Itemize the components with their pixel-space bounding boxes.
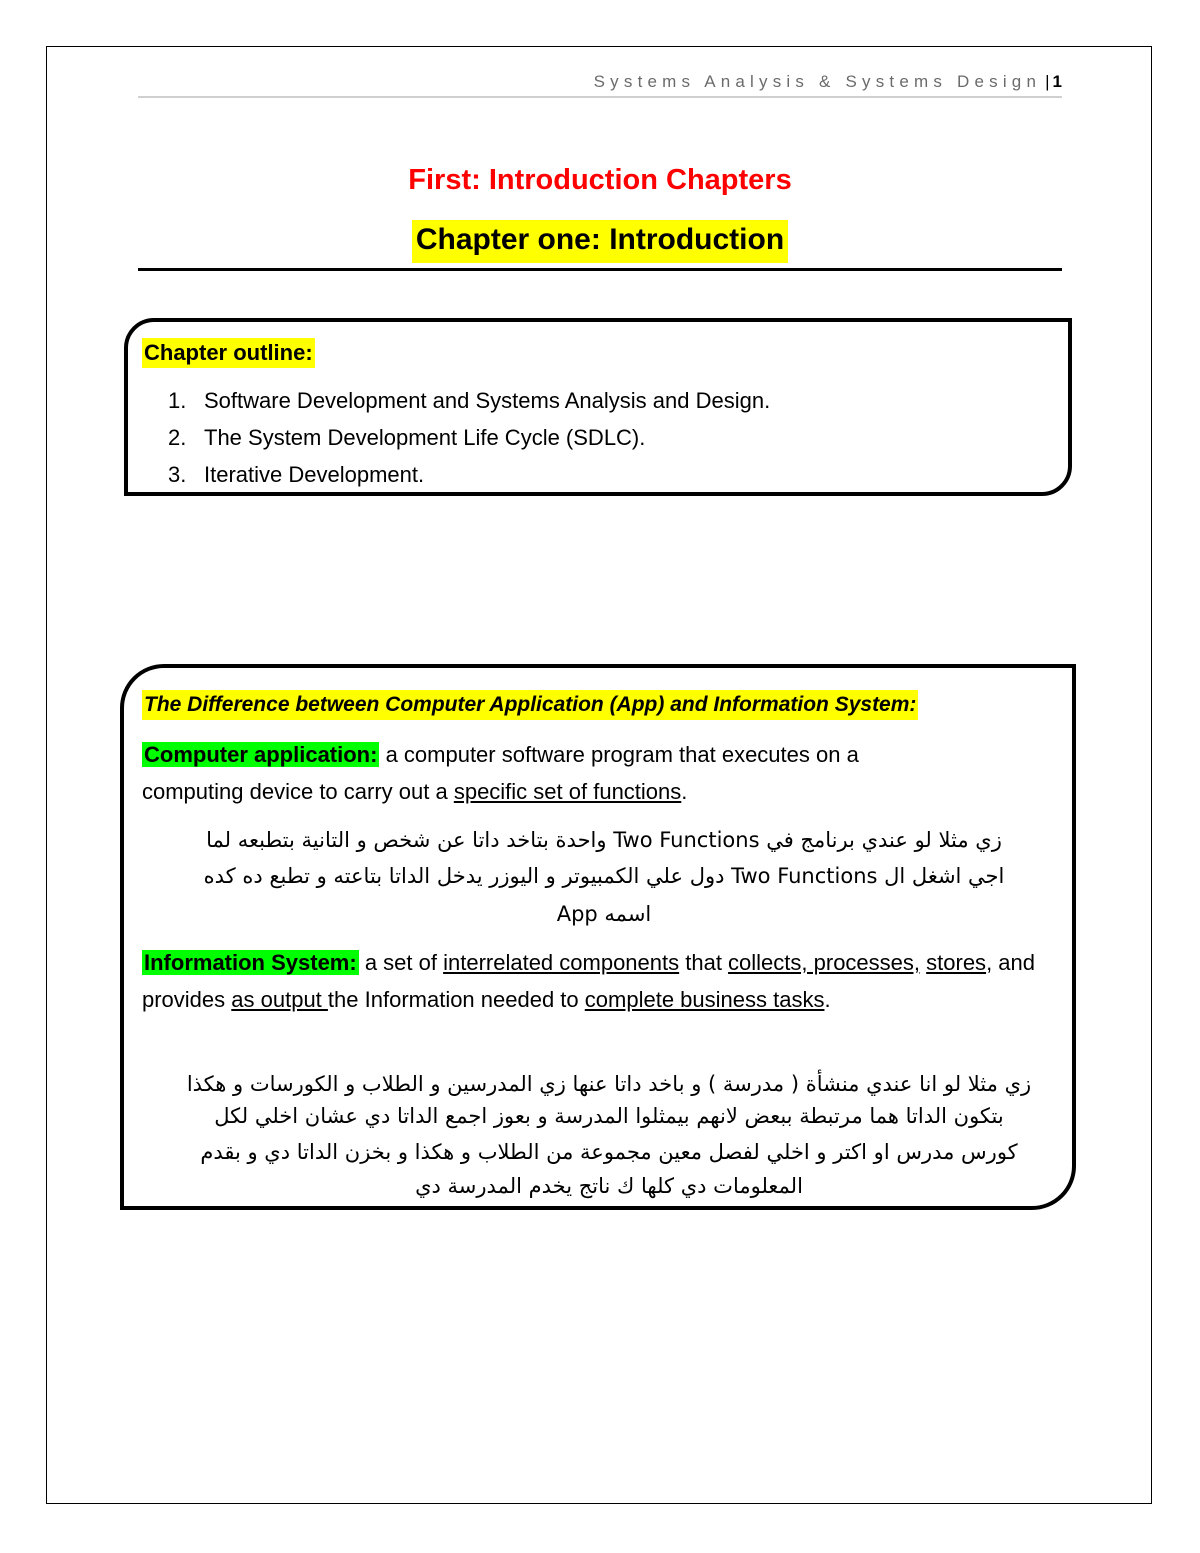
header-rule bbox=[138, 96, 1062, 98]
arabic-is-line: بتكون الداتا هما مرتبطة ببعض لانهم بيمثلوا المدرسة و بعوز اجمع الداتا دي عشان اخلي لكل bbox=[214, 1104, 1004, 1128]
page-number: 1 bbox=[1052, 72, 1062, 91]
outline-item-number: 2. bbox=[168, 425, 187, 450]
definition-text: , and provides bbox=[142, 950, 1035, 1012]
outline-list bbox=[168, 382, 770, 493]
arabic-is-line: المعلومات دي كلها ك ناتج يخدم المدرسة دي bbox=[415, 1174, 803, 1198]
definition-text: . bbox=[681, 779, 688, 804]
difference-box bbox=[120, 664, 1076, 1210]
running-header bbox=[138, 72, 1062, 92]
information-system-term: Information System: bbox=[144, 950, 357, 975]
underlined-phrase: complete business tasks bbox=[584, 987, 825, 1012]
definition-text: . bbox=[824, 987, 831, 1012]
underlined-phrase: specific set of functions bbox=[453, 779, 682, 804]
outline-item bbox=[168, 456, 770, 493]
arabic-app-line: اجي اشغل ال Two Functions دول علي الكمبيوتر و اليوزر يدخل الداتا بتاعته و تطبع ده كده bbox=[203, 864, 1005, 888]
underlined-phrase: stores bbox=[926, 950, 987, 975]
underlined-phrase: collects, processes, bbox=[728, 950, 921, 975]
definition-text: that bbox=[679, 950, 729, 975]
arabic-app-line: اسمه App bbox=[556, 902, 652, 926]
outline-item-number: 1. bbox=[168, 388, 187, 413]
definition-text: the Information needed to bbox=[327, 987, 585, 1012]
outline-item bbox=[168, 419, 770, 456]
arabic-is-line: كورس مدرس او اكتر و اخلي لفصل معين مجموعة من الطلاب و هكذا و بخزن الداتا دي و بقدم bbox=[200, 1140, 1018, 1164]
chapter-title: Chapter one: Introduction bbox=[412, 220, 788, 263]
chapter-title-wrapper bbox=[138, 220, 1062, 263]
part-title: First: Introduction Chapters bbox=[408, 164, 792, 196]
underlined-phrase: interrelated components bbox=[443, 950, 680, 975]
computer-application-definition bbox=[142, 736, 962, 810]
underlined-phrase: as output bbox=[231, 987, 328, 1012]
outline-item-text: Iterative Development. bbox=[204, 462, 425, 487]
running-title: Systems Analysis & Systems Design bbox=[593, 72, 1042, 91]
arabic-app-line: زي مثلا لو عندي برنامج في Two Functions واحدة بتاخد داتا عن شخص و التانية بتطبعه لما bbox=[206, 828, 1002, 852]
outline-item-number: 3. bbox=[168, 462, 187, 487]
chapter-outline-box bbox=[124, 318, 1072, 496]
definition-text: a set of bbox=[358, 950, 444, 975]
difference-heading: The Difference between Computer Application (App) and Information System: bbox=[142, 690, 918, 720]
outline-item-text: Software Development and Systems Analysis and Design. bbox=[204, 388, 771, 413]
outline-item bbox=[168, 382, 770, 419]
computer-application-term: Computer application: bbox=[144, 742, 378, 767]
information-system-definition bbox=[142, 944, 1042, 1018]
outline-item-text: The System Development Life Cycle (SDLC). bbox=[204, 425, 646, 450]
definition-text: a computer software program that executes on a computing device to carry out a bbox=[142, 742, 859, 804]
arabic-is-line: زي مثلا لو انا عندي منشأة ( مدرسة ) و باخد داتا عنها زي المدرسين و الطلاب و الكورسات و هكذا bbox=[186, 1072, 1032, 1096]
title-rule bbox=[138, 268, 1062, 271]
header-separator: | bbox=[1045, 72, 1050, 91]
outline-heading: Chapter outline: bbox=[142, 338, 315, 368]
